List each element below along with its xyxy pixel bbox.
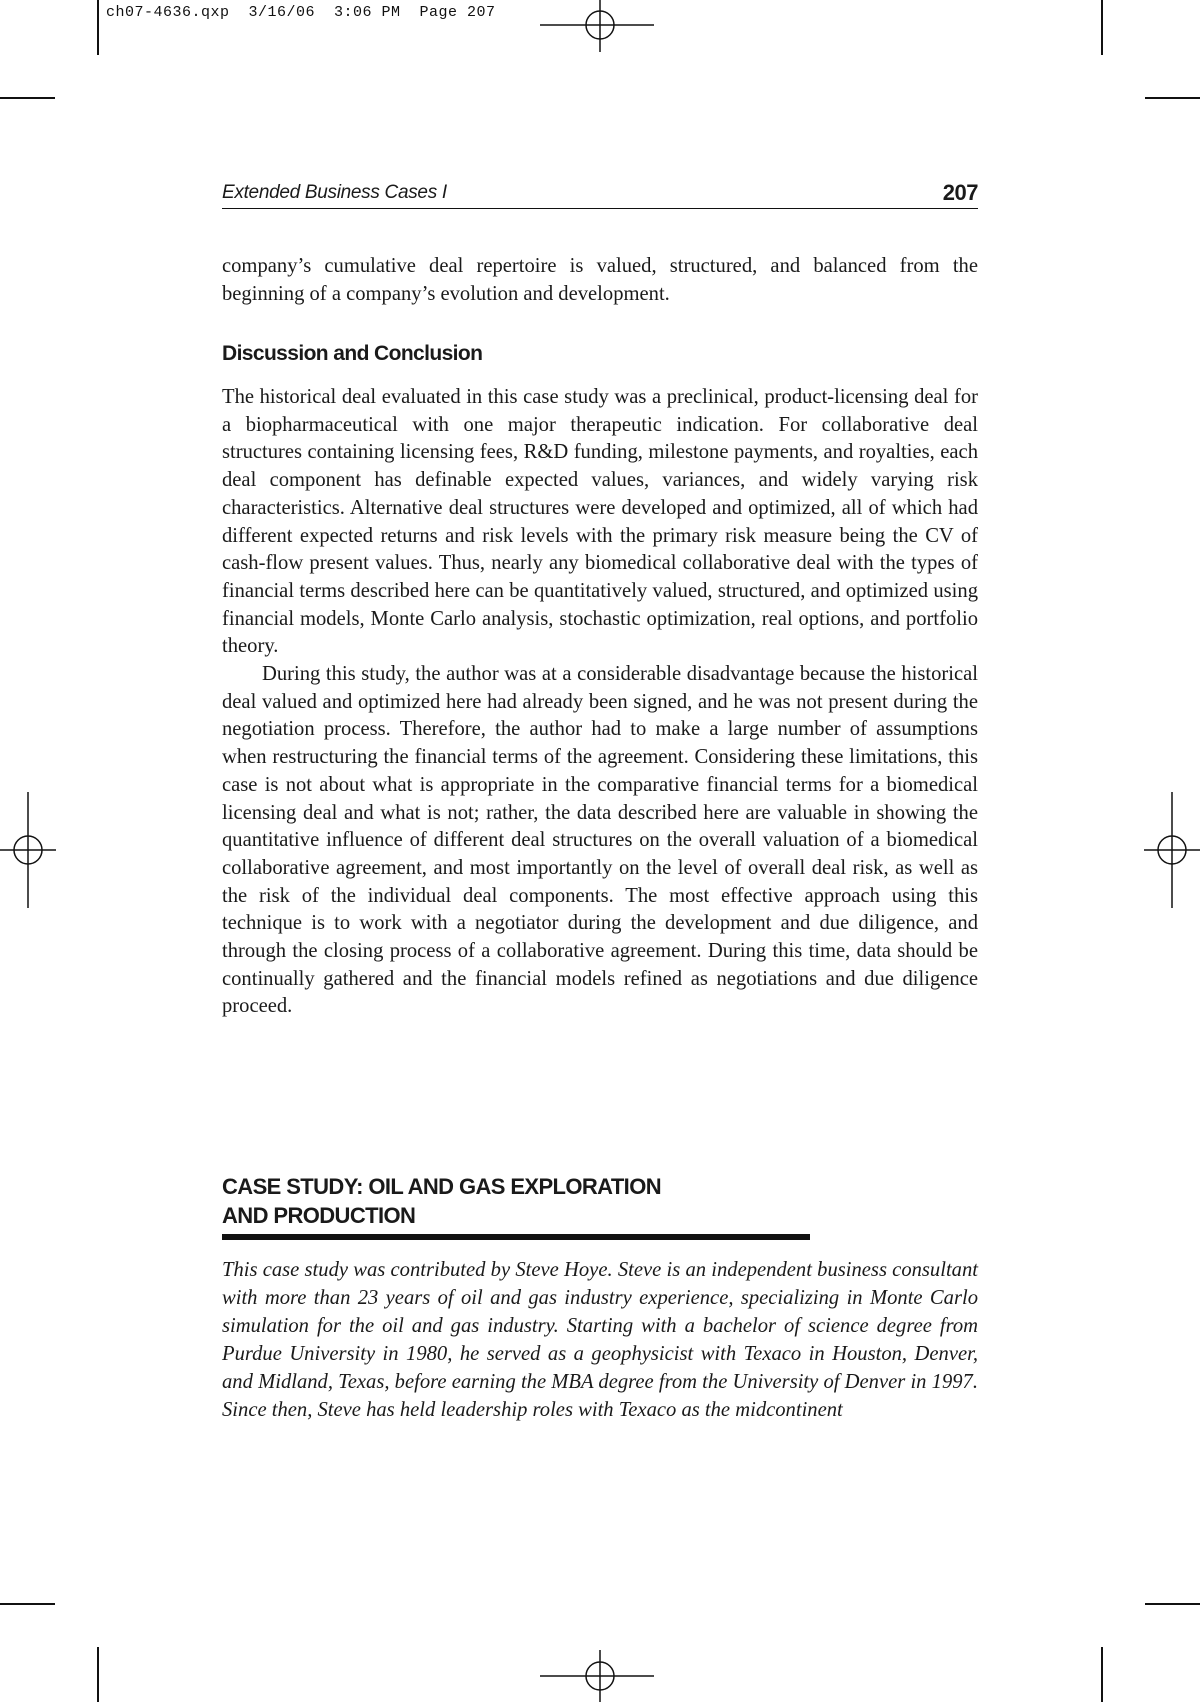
registration-mark-top xyxy=(540,0,660,52)
intro-paragraph xyxy=(222,253,978,308)
page-number: 207 xyxy=(942,180,978,205)
crop-mark-bottom-right-horizontal xyxy=(1145,1603,1200,1605)
discussion-body xyxy=(222,384,978,1021)
case-study-heading xyxy=(222,1172,810,1240)
printer-slug: ch07-4636.qxp 3/16/06 3:06 PM Page 207 xyxy=(106,4,496,21)
paragraph: company’s cumulative deal repertoire is valued, structured, and balanced from the beginning of a company’s evolution and development. xyxy=(222,255,978,305)
crop-mark-top-left-vertical xyxy=(97,0,99,55)
case-study-heading-line2: AND PRODUCTION xyxy=(222,1203,416,1228)
crop-mark-bottom-right-vertical xyxy=(1101,1647,1103,1702)
registration-mark-right xyxy=(1144,792,1200,908)
case-study-intro: This case study was contributed by Steve Hoye. Steve is an independent business consultant with more than 23 years of oil and gas industry experience, specializing in Monte Carlo simulation for the oil and gas industry. Starting with a bachelor of science degree from Purdue University in 1980, he served as a geophysicist with Texaco in Houston, Denver, and Midland, Texas, before earning the MBA degree from the University of Denver in 1997. Since then, Steve has held leadership roles with Texaco as the midcontinent xyxy=(222,1259,978,1421)
registration-mark-bottom xyxy=(540,1650,660,1702)
crop-mark-top-left-horizontal xyxy=(0,97,55,99)
crop-mark-bottom-left-vertical xyxy=(97,1647,99,1702)
crop-mark-top-right-horizontal xyxy=(1145,97,1200,99)
running-head xyxy=(222,180,978,209)
crop-mark-bottom-left-horizontal xyxy=(0,1603,55,1605)
section-heading-discussion: Discussion and Conclusion xyxy=(222,342,483,365)
registration-mark-left xyxy=(0,792,56,908)
crop-mark-top-right-vertical xyxy=(1101,0,1103,55)
paragraph: The historical deal evaluated in this case study was a preclinical, product-licensing deal for a biopharmaceutical with one major therapeutic indication. For collaborative deal structures containing licensing fees, R&D funding, milestone payments, and royalties, each deal component has definable expected values, variances, and widely varying risk characteristics. Alternative deal structures were developed and optimized, all of which had different expected returns and risk levels with the primary risk measure being the CV of cash-flow present values. Thus, nearly any biomedical collaborative deal with the types of financial terms described here can be quantitatively valued, structured, and optimized using financial models, Monte Carlo analysis, stochastic optimization, real options, and portfolio theory. xyxy=(222,386,978,658)
running-title: Extended Business Cases I xyxy=(222,182,447,203)
case-study-heading-line1: CASE STUDY: OIL AND GAS EXPLORATION xyxy=(222,1174,661,1199)
paragraph: During this study, the author was at a considerable disadvantage because the historical deal valued and optimized here had already been signed, and he was not present during the negotiation process. Therefore, the author had to make a large number of assumptions when restructuring the financial terms of the agreement. Considering these limitations, this case is not about what is appropriate in the comparative financial terms for a biomedical licensing deal and what is not; rather, the data described here are valuable in showing the quantitative influence of different deal structures on the overall valuation of a biomedical collaborative agreement, and most importantly on the level of overall deal risk, as well as the risk of the individual deal components. The most effective approach using this technique is to work with a negotiator during the development and due diligence, and through the closing process of a collaborative agreement. During this time, data should be continually gathered and the financial models refined as negotiations and due diligence proceed. xyxy=(222,663,978,1018)
